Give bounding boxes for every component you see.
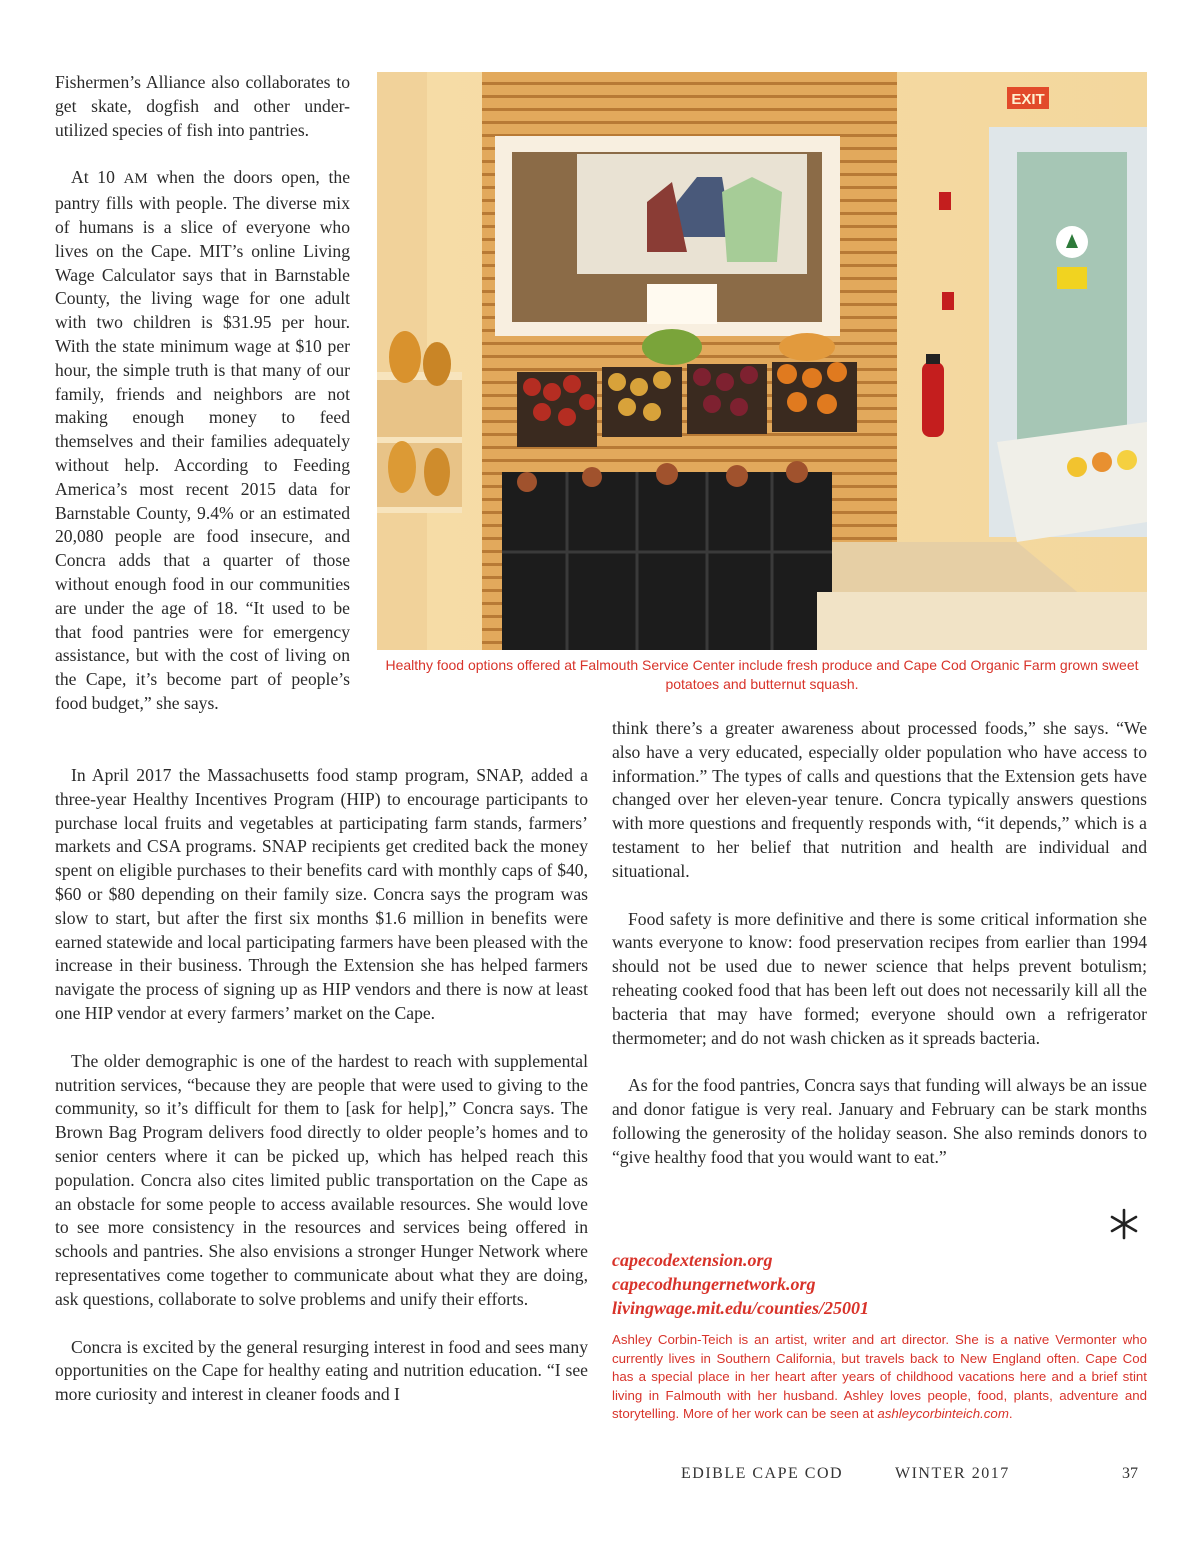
end-mark-star-icon: [1107, 1207, 1141, 1241]
exit-sign-text: EXIT: [1011, 91, 1045, 108]
time-suffix: AM: [123, 171, 148, 188]
article-column-left-top: [55, 71, 350, 716]
pantry-photo-illustration: [377, 72, 1147, 650]
footer-issue: WINTER 2017: [895, 1465, 1010, 1482]
link-capecodhungernetwork[interactable]: capecodhungernetwork.org: [612, 1274, 816, 1294]
article-paragraph: The older demographic is one of the hardest to reach with supplemental nutrition services, “because they are people that were used to giving to the community, so it’s difficult for them to [ask for help],” Concra says. The Brown Bag Program delivers food directly to older people’s homes and to senior centers where it can be picked up, which has helped reach this population. Concra also cites limited public transportation on the Cape as an obstacle for some people to access available resources. She would love to see more consistency in the resources and services being offered in schools and pantries. She also envisions a stronger Hunger Network where representatives come together to communicate about what they are doing, ask questions, collaborate to solve problems and unify their efforts.: [55, 1050, 588, 1309]
author-bio-text: Ashley Corbin-Teich is an artist, writer and art director. She is a native Vermonter who currently lives in Southern California, but travels back to New England often. Cape Cod has a special place in her heart after years of childhood vacations here and a brief stint living in Falmouth with her husband. Ashley loves people, food, plants, adventure and storytelling. More of her work can be seen at: [612, 1332, 1147, 1422]
article-paragraph: Fishermen’s Alliance also collaborates to get skate, dogfish and other under-utilized species of fish into pantries.: [55, 72, 350, 140]
time-prefix: At 10: [71, 167, 115, 188]
article-paragraph: In April 2017 the Massachusetts food stamp program, SNAP, added a three-year Healthy Incentives Program (HIP) to encourage participants to purchase local fruits and vegetables at participating farm stands, farmers’ markets and CSA programs. SNAP recipients get credited back the money spent on eligible purchases to their benefits card with monthly caps of $40, $60 or $80 depending on their family size. Concra says the program was slow to start, but after the first six months $1.6 million in benefits were earned statewide and local participating farmers have been pleased with the increase in their business. Through the Extension she has helped farmers navigate the process of signing up as HIP vendors and there is now at least one HIP vendor at every farmers’ market on the Cape.: [55, 765, 588, 1023]
footer-page-number: 37: [1122, 1465, 1138, 1482]
link-capecodextension[interactable]: capecodextension.org: [612, 1250, 773, 1270]
author-website-link[interactable]: ashleycorbinteich.com: [877, 1406, 1009, 1422]
link-livingwage[interactable]: livingwage.mit.edu/counties/25001: [612, 1298, 870, 1318]
photo-caption: Healthy food options offered at Falmouth Service Center include fresh produce and Cape Cod Organic Farm grown sweet potatoes and butternut squash.: [385, 657, 1139, 692]
pantry-photo: [377, 72, 1147, 650]
article-paragraph: As for the food pantries, Concra says that funding will always be an issue and donor fatigue is very real. January and February can be stark months following the generosity of the holiday season. She also reminds donors to “give healthy food that you would want to eat.”: [612, 1075, 1147, 1167]
article-column-right: [612, 717, 1147, 1170]
author-bio-end: .: [1008, 1406, 1013, 1422]
author-bio: [612, 1331, 1147, 1424]
article-paragraph: think there’s a greater awareness about processed foods,” she says. “We also have a very educated, especially older population who have access to information.” The types of calls and questions that the Extension gets have changed over her eleven-year tenure. Concra typically answers questions with more questions and frequently responds with, “it depends,” which is a testament to her belief that nutrition and health are individual and situational.: [612, 718, 1147, 881]
article-paragraph: Food safety is more definitive and there is some critical information she wants everyone to know: food preservation recipes from earlier than 1994 should not be used due to newer science that helps prevent botulism; reheating cooked food that has been left out does not necessarily kill all the bacteria that may have formed; everyone should own a refrigerator thermometer; and do not wash chicken as it spreads bacteria.: [612, 908, 1147, 1048]
article-paragraph: [55, 166, 350, 715]
resource-links: [612, 1248, 869, 1320]
paragraph-text: when the doors open, the pantry fills with people. The diverse mix of humans is a slice of everyone who lives on the Cape. MIT’s online Living Wage Calculator says that in Barnstable County, the living wage for one adult with two children is $31.95 per hour. With the state minimum wage at $10 per hour, the simple truth is that many of our family, friends and neighbors are not making enough money to feed themselves and their families adequately without help. According to Feeding America’s most recent 2015 data for Barnstable County, 9.4% or an estimated 20,080 people are food insecure, and Concra adds that a quarter of those without enough food in our communities are under the age of 18. “It used to be that food pantries were for emergency assistance, but with the cost of living on the Cape, it’s become part of people’s food budget,” she says.: [55, 167, 351, 713]
footer-magazine-name: EDIBLE CAPE COD: [681, 1465, 844, 1482]
article-paragraph: Concra is excited by the general resurging interest in food and sees many opportunities on the Cape for healthy eating and nutrition education. “I see more curiosity and interest in cleaner foods and I: [55, 1336, 588, 1405]
article-column-left-bottom: [55, 764, 588, 1407]
